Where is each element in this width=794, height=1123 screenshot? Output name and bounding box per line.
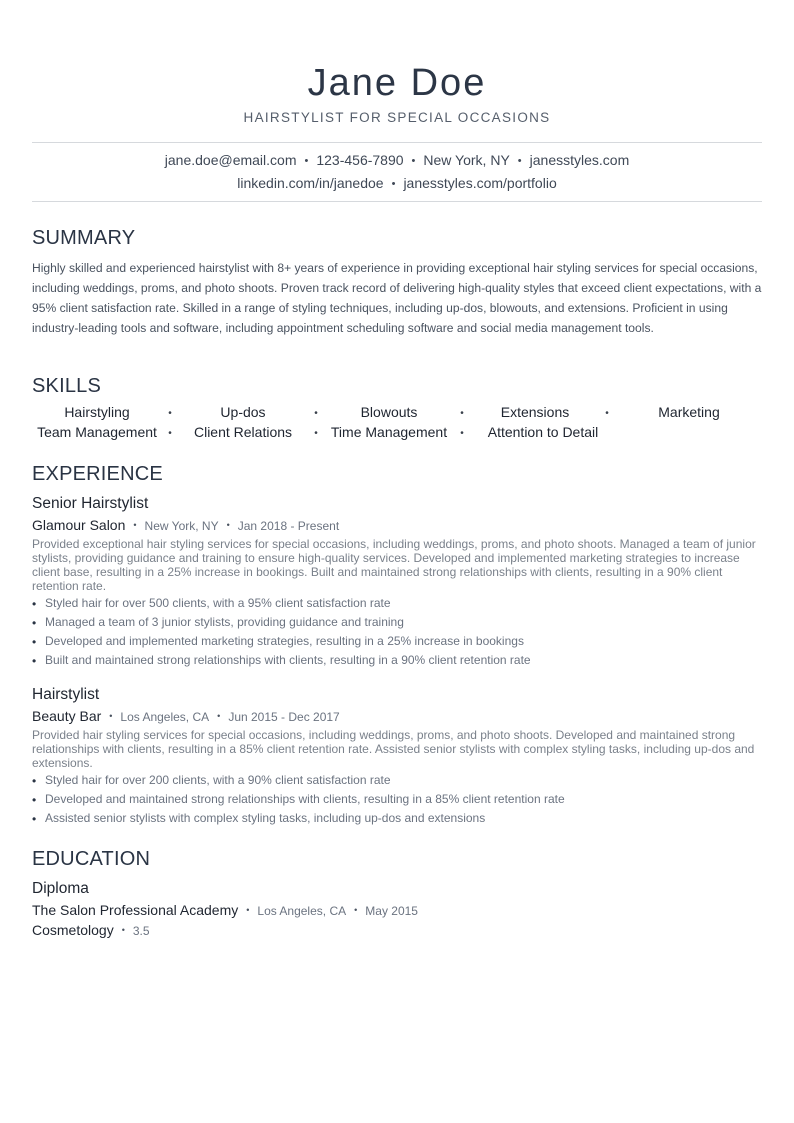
skill-separator: • bbox=[460, 428, 464, 439]
list-item: • Developed and maintained strong relationships with clients, resulting in a 85% client retention rate bbox=[32, 790, 762, 809]
contact-linkedin[interactable]: linkedin.com/in/janedoe bbox=[237, 175, 384, 191]
candidate-name: Jane Doe bbox=[307, 62, 487, 104]
job-description: Provided hair styling services for special occasions, including weddings, proms, and photo shoots. Developed and maintained strong relationships with clients, resulting in a 85% client retention rate. Assisted senior stylists with complex styling tasks, including up-dos and extensions. bbox=[32, 728, 755, 770]
meta-separator: • bbox=[109, 711, 113, 721]
job-dates: Jun 2015 - Dec 2017 bbox=[228, 710, 340, 724]
skill-item: Team Management bbox=[37, 424, 157, 440]
contact-email[interactable]: jane.doe@email.com bbox=[164, 152, 297, 168]
skill-separator: • bbox=[605, 408, 609, 419]
meta-separator: • bbox=[121, 925, 125, 935]
education-field-meta bbox=[32, 922, 150, 938]
skill-separator: • bbox=[168, 408, 172, 419]
meta-separator: • bbox=[133, 520, 137, 530]
meta-separator: • bbox=[217, 711, 221, 721]
job-dates: Jan 2018 - Present bbox=[237, 519, 340, 533]
contact-location: New York, NY bbox=[423, 152, 510, 168]
contact-phone[interactable]: 123-456-7890 bbox=[316, 152, 404, 168]
header-divider-top bbox=[32, 142, 762, 143]
job-title: Senior Hairstylist bbox=[32, 495, 149, 512]
job-achievements bbox=[32, 594, 762, 670]
education-field: Cosmetology bbox=[32, 922, 114, 938]
education-location: Los Angeles, CA bbox=[257, 904, 347, 918]
skill-item: Marketing bbox=[658, 404, 720, 420]
contact-portfolio[interactable]: janesstyles.com/portfolio bbox=[403, 175, 557, 191]
summary-text: Highly skilled and experienced hairstylist with 8+ years of experience in providing exceptional hair styling services for special occasions, including weddings, proms, and photo shoots. Proven track record of delivering high-quality styles that exceed client expectations, with a 95% client satisfaction rate. Skilled in a range of styling techniques, including up-dos, blowouts, and extensions. Proficient in using industry-leading tools and software, including appointment scheduling software and social media management tools. bbox=[32, 261, 762, 335]
contact-separator: • bbox=[304, 155, 309, 167]
education-meta bbox=[32, 902, 418, 918]
summary-heading: SUMMARY bbox=[32, 227, 136, 249]
skill-separator: • bbox=[314, 428, 318, 439]
meta-separator: • bbox=[354, 905, 358, 915]
list-item: • Developed and implemented marketing strategies, resulting in a 25% increase in bookings bbox=[32, 632, 762, 651]
skill-item: Hairstyling bbox=[64, 404, 130, 420]
job-title: Hairstylist bbox=[32, 686, 100, 703]
skill-item: Up-dos bbox=[220, 404, 266, 420]
job-location: New York, NY bbox=[144, 519, 219, 533]
education-heading: EDUCATION bbox=[32, 848, 151, 870]
meta-separator: • bbox=[226, 520, 230, 530]
contact-line-2 bbox=[32, 175, 762, 191]
skills-row-2 bbox=[32, 424, 762, 444]
skill-item: Extensions bbox=[500, 404, 570, 420]
experience-heading: EXPERIENCE bbox=[32, 463, 163, 485]
job-meta bbox=[32, 708, 340, 724]
contact-separator: • bbox=[411, 155, 416, 167]
skills-heading: SKILLS bbox=[32, 375, 102, 397]
list-item: • Styled hair for over 500 clients, with a 95% client satisfaction rate bbox=[32, 594, 762, 613]
skill-item: Client Relations bbox=[193, 424, 293, 440]
skills-list bbox=[32, 404, 762, 444]
list-item: • Built and maintained strong relationships with clients, resulting in a 90% client retention rate bbox=[32, 651, 762, 670]
list-item: • Styled hair for over 200 clients, with a 90% client satisfaction rate bbox=[32, 771, 762, 790]
contact-separator: • bbox=[517, 155, 522, 167]
skill-separator: • bbox=[314, 408, 318, 419]
contact-separator: • bbox=[391, 178, 396, 190]
skill-item: Blowouts bbox=[360, 404, 418, 420]
job-description: Provided exceptional hair styling services for special occasions, including weddings, proms, and photo shoots. Managed a team of junior stylists, providing guidance and training to ensure high-quality services. Developed and implemented marketing strategies to increase client base, resulting in a 25% increase in bookings. Built and maintained strong relationships with clients, resulting in a 90% client retention rate. bbox=[32, 537, 756, 593]
job-meta bbox=[32, 517, 339, 533]
education-gpa: 3.5 bbox=[132, 924, 150, 938]
meta-separator: • bbox=[246, 905, 250, 915]
contact-line-1 bbox=[32, 152, 762, 168]
education-school: The Salon Professional Academy bbox=[32, 902, 239, 918]
candidate-title: HAIRSTYLIST FOR SPECIAL OCCASIONS bbox=[243, 110, 551, 125]
education-degree: Diploma bbox=[32, 880, 89, 897]
list-item: • Assisted senior stylists with complex styling tasks, including up-dos and extensions bbox=[32, 809, 762, 828]
skills-row-1 bbox=[32, 404, 762, 424]
contact-website[interactable]: janesstyles.com bbox=[529, 152, 630, 168]
education-date: May 2015 bbox=[365, 904, 418, 918]
skill-item: Time Management bbox=[330, 424, 448, 440]
job-achievements bbox=[32, 771, 762, 828]
header-divider-bottom bbox=[32, 201, 762, 202]
skill-separator: • bbox=[460, 408, 464, 419]
job-company: Beauty Bar bbox=[32, 708, 102, 724]
job-company: Glamour Salon bbox=[32, 517, 126, 533]
list-item: • Managed a team of 3 junior stylists, providing guidance and training bbox=[32, 613, 762, 632]
job-location: Los Angeles, CA bbox=[120, 710, 210, 724]
skill-item: Attention to Detail bbox=[487, 424, 599, 440]
skill-separator: • bbox=[168, 428, 172, 439]
